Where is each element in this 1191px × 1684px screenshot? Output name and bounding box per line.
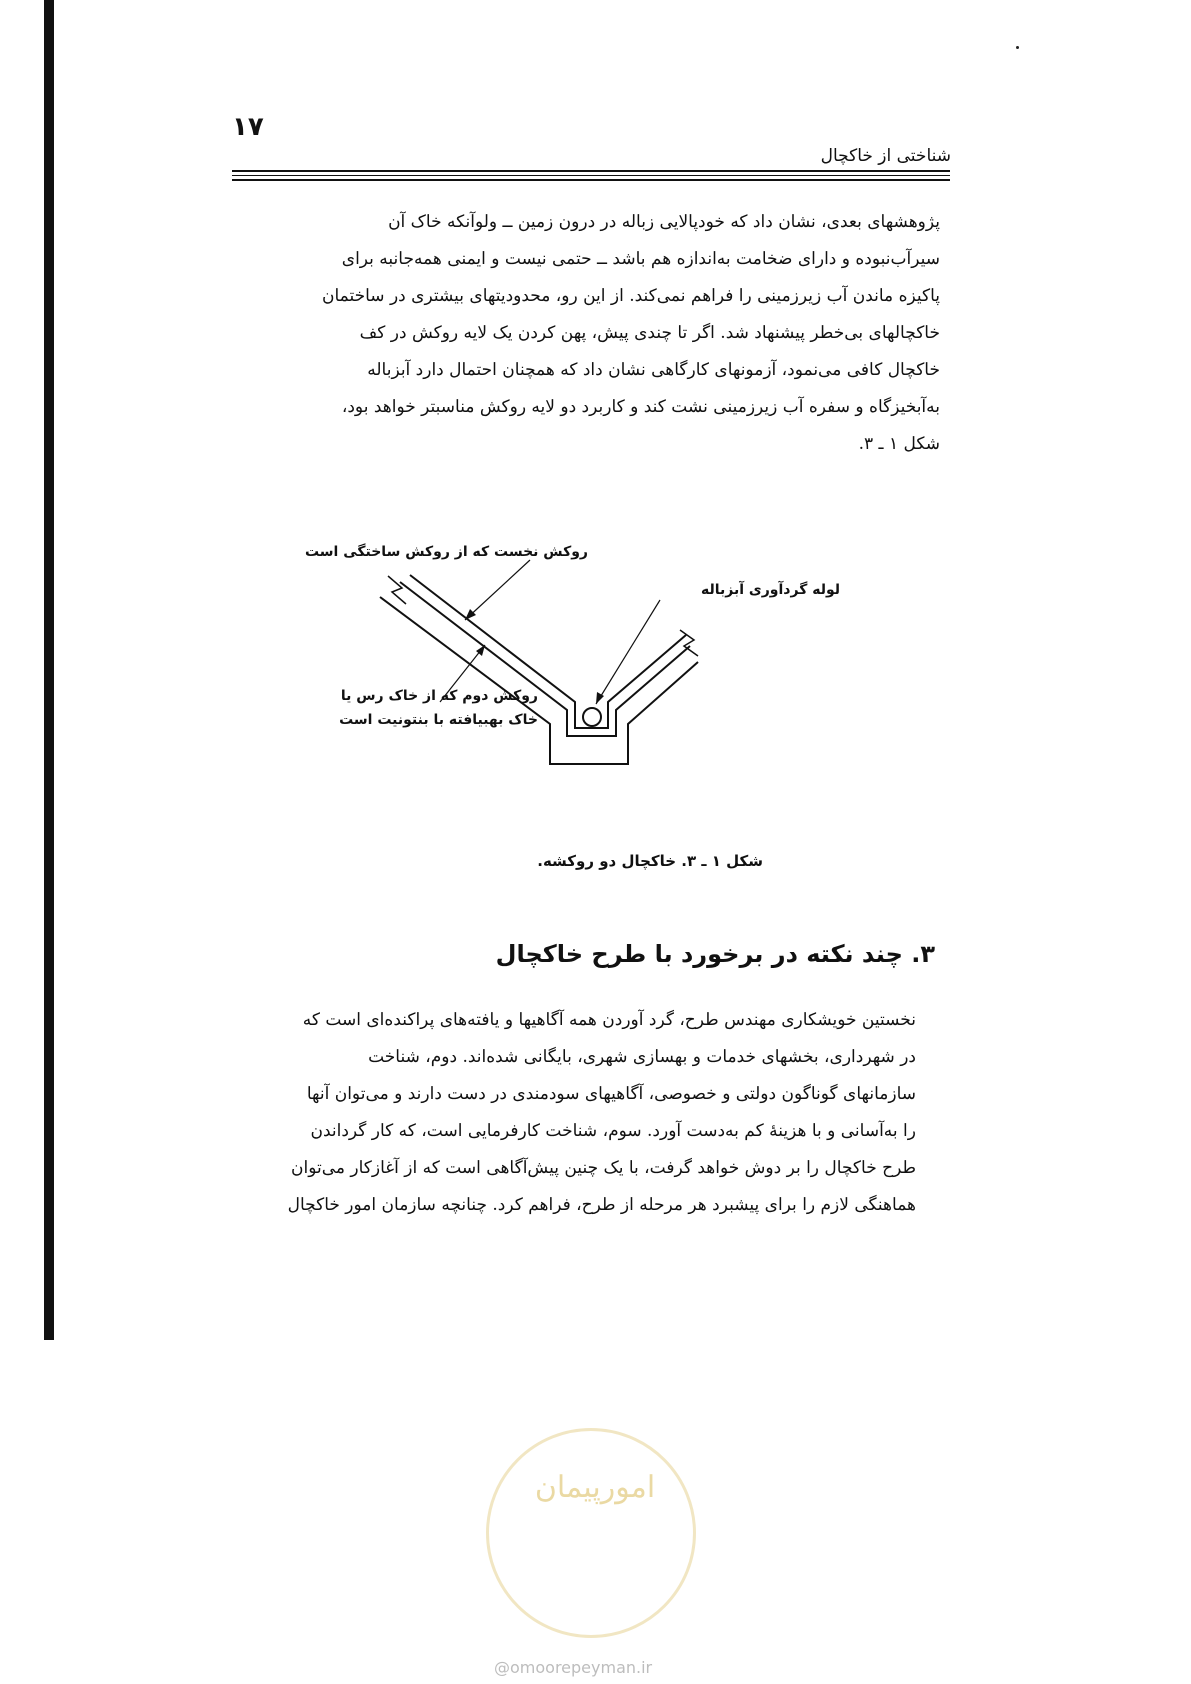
page-number: ۱۷ xyxy=(232,112,264,142)
header-rule xyxy=(232,170,950,172)
text-line: هماهنگی لازم را برای پیشبرد هر مرحله از طرح، فراهم کرد. چنانچه سازمان امور خاکچال xyxy=(287,1195,916,1215)
label-first-liner: روکش نخست که از روکش ساختگی است xyxy=(304,544,588,560)
label-second-liner-2: خاک بهبیافته با بنتونیت است xyxy=(339,712,538,728)
header-rule xyxy=(232,179,950,181)
text-line: در شهرداری، بخشهای خدمات و بهسازی شهری، بایگانی شده‌اند. دوم، شناخت xyxy=(368,1047,916,1067)
label-second-liner-1: روکش دوم که از خاک رس یا xyxy=(340,688,538,704)
break-mark-left xyxy=(388,576,406,604)
paragraph-1 xyxy=(232,204,940,463)
text-line: طرح خاکچال را بر دوش خواهد گرفت، با یک چنین پیش‌آگاهی است که از آغازکار می‌توان xyxy=(291,1158,916,1178)
figure-caption: شکل ۱ ـ ۳. خاکچال دو روکشه. xyxy=(537,852,763,870)
leader-top xyxy=(465,560,530,620)
section-heading: ۳. چند نکته در برخورد با طرح خاکچال xyxy=(495,940,935,968)
running-head: شناختی از خاکچال xyxy=(820,146,951,166)
text-line: خاکچالهای بی‌خطر پیشنهاد شد. اگر تا چندی پیش، پهن کردن یک لایه روکش در کف xyxy=(359,323,940,343)
scan-speck xyxy=(1016,46,1019,49)
landfill-liner-figure xyxy=(304,544,850,852)
text-line: پاکیزه ماندن آب زیرزمینی را فراهم نمی‌کند. از این رو، محدودیتهای بیشتری در ساختمان xyxy=(322,286,940,306)
scan-edge-bar xyxy=(44,0,54,1340)
text-line: سیرآب‌نبوده و دارای ضخامت به‌اندازه هم باشد ــ حتمی نیست و ایمنی همه‌جانبه برای xyxy=(341,249,940,269)
header-rule xyxy=(232,175,950,176)
leader-pipe xyxy=(596,600,660,704)
text-line: به‌آبخیزگاه و سفره آب زیرزمینی نشت کند و کاربرد دو لایه روکش مناسبتر خواهد بود، xyxy=(341,397,940,417)
text-line: را به‌آسانی و با هزینهٔ کم به‌دست آورد. سوم، شناخت کارفرمایی است، که کار گرداندن xyxy=(310,1121,916,1141)
text-line: پژوهشهای بعدی، نشان داد که خودپالایی زباله در درون زمین ــ ولوآنکه خاک آن xyxy=(388,212,940,232)
collection-pipe xyxy=(583,708,601,726)
paragraph-2 xyxy=(200,1002,916,1224)
watermark-logo xyxy=(486,1428,696,1638)
watermark-logo-text: امورپیمان xyxy=(534,1470,656,1505)
text-line: سازمانهای گوناگون دولتی و خصوصی، آگاهیهای سودمندی در دست دارند و می‌توان آنها xyxy=(306,1084,916,1104)
watermark-url: @omoorepeyman.ir xyxy=(494,1658,653,1677)
text-line: نخستین خویشکاری مهندس طرح، گرد آوردن همه آگاهیها و یافته‌های پراکنده‌ای است که xyxy=(302,1010,916,1030)
text-line: شکل ۱ ـ ۳. xyxy=(858,434,940,454)
text-line: خاکچال کافی می‌نمود، آزمونهای کارگاهی نشان داد که همچنان احتمال دارد آبزباله xyxy=(367,360,940,380)
label-collection-pipe: لوله گردآوری آبزباله xyxy=(701,582,840,598)
